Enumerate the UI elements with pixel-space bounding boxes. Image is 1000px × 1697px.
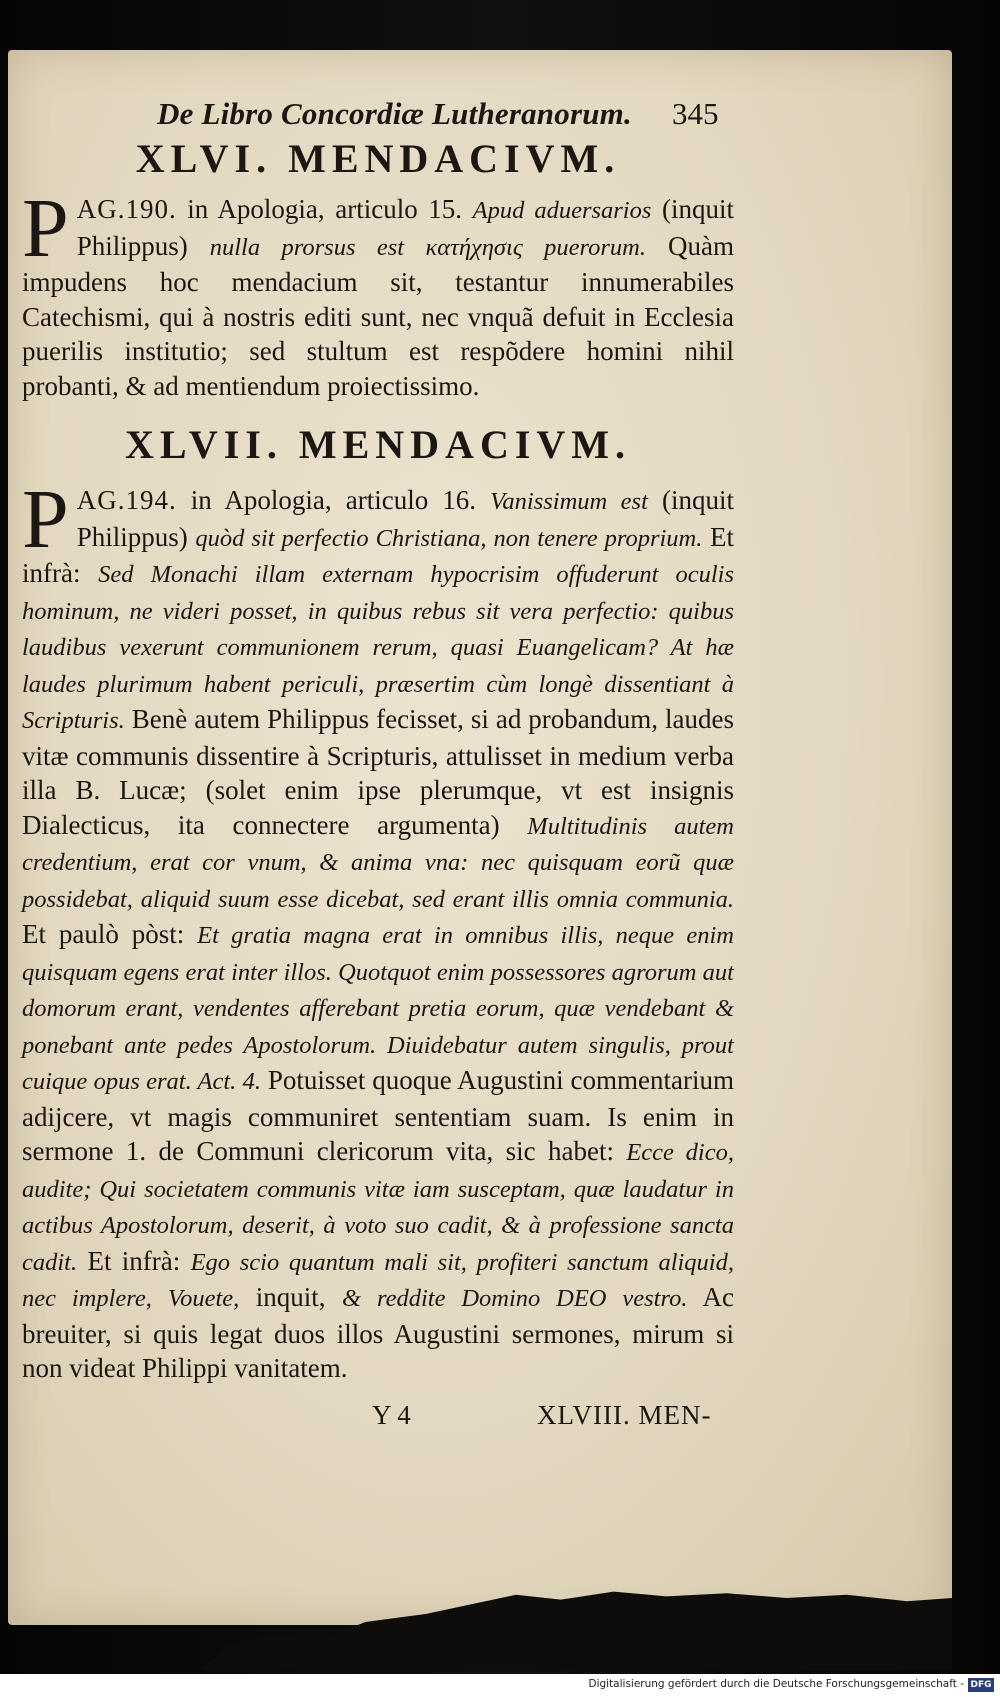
page-number: 345 [672,96,719,131]
body-text: Et infrà: [22,521,734,588]
credit-text: Digitalisierung gefördert durch die Deutsche Forschungsgemeinschaft - [588,1678,964,1690]
running-head-title: De Libro Concordiæ Lutheranorum. [157,96,632,131]
italic-quotation: Sed Monachi illam externam hypocrisim offuderunt oculis hominum, ne videri posset, in quibus rebus sit vera perfectio: quibus laudibus vexerunt communionem rerum, quasi Euangelicam? At hæ laudes plurimum habent periculi, præsertim cùm longè dissentiant à Scripturis. [22,561,734,734]
drop-cap: P [22,182,69,275]
body-text: Potuisset quoque Augustini commentarium adijcere, vt magis communiret sententiam suam. Is enim in sermone 1. de Communi clericorum vita, sic habet: [22,1065,734,1166]
body-text: AG.194. [76,485,177,515]
italic-quotation: Apud aduersarios [472,197,652,224]
body-text: Et paulò pòst: [22,919,198,949]
body-text: Benè autem Philippus fecisset, si ad probandum, laudes vitæ communis dissentire à Scripturis, attulisset in medium verba illa B. Lucæ; (solet enim ipse plerumque, vt est insignis Dialecticus, ita connectere argumenta) [22,704,734,840]
digitization-credit-bar [0,1674,1000,1697]
paragraph-47 [22,473,734,1386]
page-text [22,88,734,1438]
body-text: AG.190. [76,194,177,224]
body-text: Et infrà: [77,1245,191,1276]
section-heading-47: XLVII. MENDACIVM. [124,422,632,467]
section-heading-46: XLVI. MENDACIVM. [135,136,621,181]
body-text: inquit, [239,1282,343,1312]
catchword: XLVIII. MEN- [537,1399,712,1430]
body-text: in Apologia, articulo 15. [176,194,473,224]
signature-mark: Y 4 [372,1399,411,1430]
dfg-logo: DFG [968,1678,994,1692]
drop-cap: P [22,473,69,566]
running-head [22,88,734,134]
body-text: in Apologia, articulo 16. [176,485,491,515]
italic-quotation: quòd sit perfectio Christiana, non tenere proprium. [195,524,703,552]
italic-quotation: nulla prorsus est κατήχησις puerorum. [209,233,646,261]
body-text: Ac breuiter, si quis legat duos illos Augustini sermones, mirum si non videat Philippi vanitatem. [22,1282,734,1383]
page-footer [22,1394,734,1438]
body-text: (inquit Philippus) [76,194,734,261]
italic-quotation: Ecce dico, audite; Qui societatem communis vitæ iam susceptam, quæ laudatur in actibus Apostolorum, deserit, à voto suo cadit, & à professione sancta cadit. [22,1139,734,1276]
body-text: (inquit Philippus) [76,485,734,552]
italic-quotation: Ego scio quantum mali sit, profiteri sanctum aliquid, nec implere, Vouete, [22,1248,734,1312]
paragraph-46 [22,182,734,403]
italic-quotation: Multitudinis autem credentium, erat cor vnum, & anima vna: nec quisquam eorũ quæ possidebat, aliquid suum esse dicebat, sed erant illis omnia communia. [22,812,734,913]
italic-quotation: Et gratia magna erat in omnibus illis, neque enim quisquam egens erat inter illos. Quotquot enim possessores agrorum aut domorum erant, vendentes afferebant pretia eorum, quæ vendebant & ponebant ante pedes Apostolorum. Diuidebatur autem singulis, prout cuique opus erat. Act. 4. [22,922,734,1095]
italic-quotation: Vanissimum est [490,488,648,515]
body-text: Quàm impudens hoc mendacium sit, testantur innumerabiles Catechismi, qui à nostris editi sunt, nec vnquã defuit in Ecclesia puerilis institutio; sed stultum est respõdere homini nihil probanti, & ad mentiendum proiectissimo. [22,230,734,401]
italic-quotation: & reddite Domino DEO vestro. [342,1285,688,1312]
